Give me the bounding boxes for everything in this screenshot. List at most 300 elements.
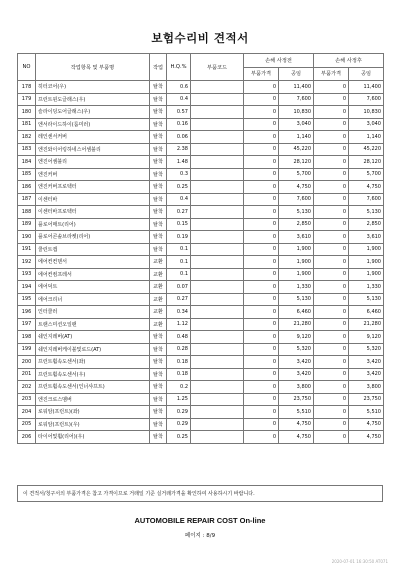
row-after-parts-price: 0 — [314, 356, 349, 369]
row-number: 203 — [18, 393, 36, 406]
row-part-name: 인터쿨러 — [36, 306, 150, 319]
row-part-code — [191, 131, 244, 144]
row-before-parts-price: 0 — [244, 406, 279, 419]
row-before-labor: 3,610 — [279, 231, 314, 244]
table-row — [18, 268, 384, 281]
row-part-code — [191, 93, 244, 106]
row-part-code — [191, 318, 244, 331]
row-work-type: 탈착 — [150, 131, 167, 144]
row-number: 200 — [18, 356, 36, 369]
row-after-labor: 3,800 — [349, 381, 384, 394]
row-work-type: 탈착 — [150, 93, 167, 106]
row-work-type: 탈착 — [150, 193, 167, 206]
row-work-type: 교환 — [150, 281, 167, 294]
row-after-parts-price: 0 — [314, 293, 349, 306]
row-before-parts-price: 0 — [244, 431, 279, 444]
row-work-type: 탈착 — [150, 431, 167, 444]
row-after-parts-price: 0 — [314, 381, 349, 394]
row-work-type: 탈착 — [150, 206, 167, 219]
row-after-parts-price: 0 — [314, 193, 349, 206]
row-before-parts-price: 0 — [244, 181, 279, 194]
row-part-code — [191, 106, 244, 119]
row-part-code — [191, 293, 244, 306]
table-row — [18, 256, 384, 269]
row-after-labor: 45,220 — [349, 143, 384, 156]
row-part-code — [191, 356, 244, 369]
row-part-name: 트랜스미션오일팬 — [36, 318, 150, 331]
row-work-type: 탈착 — [150, 106, 167, 119]
row-after-labor: 21,280 — [349, 318, 384, 331]
estimate-table — [17, 53, 384, 444]
row-before-labor: 2,850 — [279, 218, 314, 231]
row-after-labor: 3,040 — [349, 118, 384, 131]
table-row — [18, 193, 384, 206]
row-before-labor: 5,320 — [279, 343, 314, 356]
row-after-labor: 1,140 — [349, 131, 384, 144]
row-hq: 0.29 — [167, 406, 191, 419]
table-row — [18, 206, 384, 219]
row-after-labor: 9,120 — [349, 331, 384, 344]
row-part-name: 플로어매트(리어) — [36, 218, 150, 231]
row-part-name: 플로어콘솔브라켓(리어) — [36, 231, 150, 244]
row-work-type: 탈착 — [150, 343, 167, 356]
row-hq: 0.1 — [167, 268, 191, 281]
row-part-code — [191, 343, 244, 356]
row-work-type: 탈착 — [150, 356, 167, 369]
row-after-parts-price: 0 — [314, 106, 349, 119]
row-after-labor: 1,900 — [349, 256, 384, 269]
row-number: 178 — [18, 81, 36, 94]
row-before-labor: 1,900 — [279, 243, 314, 256]
table-row — [18, 406, 384, 419]
row-before-labor: 5,510 — [279, 406, 314, 419]
row-before-labor: 3,420 — [279, 356, 314, 369]
row-before-labor: 1,330 — [279, 281, 314, 294]
row-before-labor: 28,120 — [279, 156, 314, 169]
row-after-labor: 5,130 — [349, 293, 384, 306]
row-before-parts-price: 0 — [244, 231, 279, 244]
table-row — [18, 118, 384, 131]
row-part-name: 이센터바 — [36, 193, 150, 206]
row-before-parts-price: 0 — [244, 193, 279, 206]
row-before-parts-price: 0 — [244, 156, 279, 169]
row-hq: 0.4 — [167, 93, 191, 106]
row-part-name: 로워암(프런트)(좌) — [36, 406, 150, 419]
row-after-labor: 4,750 — [349, 431, 384, 444]
row-number: 191 — [18, 243, 36, 256]
row-after-parts-price: 0 — [314, 431, 349, 444]
row-part-name: 엔진어셈블리 — [36, 156, 150, 169]
table-row — [18, 81, 384, 94]
row-after-parts-price: 0 — [314, 118, 349, 131]
table-header — [18, 54, 384, 81]
row-number: 192 — [18, 256, 36, 269]
row-number: 198 — [18, 331, 36, 344]
row-work-type: 탈착 — [150, 331, 167, 344]
table-row — [18, 243, 384, 256]
row-part-code — [191, 418, 244, 431]
row-before-labor: 3,040 — [279, 118, 314, 131]
row-part-code — [191, 231, 244, 244]
table-row — [18, 106, 384, 119]
row-hq: 0.1 — [167, 256, 191, 269]
row-after-parts-price: 0 — [314, 393, 349, 406]
row-before-parts-price: 0 — [244, 318, 279, 331]
row-after-parts-price: 0 — [314, 306, 349, 319]
row-after-labor: 6,460 — [349, 306, 384, 319]
table-row — [18, 218, 384, 231]
row-after-parts-price: 0 — [314, 156, 349, 169]
row-part-code — [191, 143, 244, 156]
row-part-code — [191, 381, 244, 394]
row-hq: 0.25 — [167, 181, 191, 194]
row-after-labor: 4,750 — [349, 181, 384, 194]
row-after-parts-price: 0 — [314, 368, 349, 381]
row-after-labor: 3,610 — [349, 231, 384, 244]
row-before-labor: 1,140 — [279, 131, 314, 144]
row-part-code — [191, 256, 244, 269]
row-after-parts-price: 0 — [314, 81, 349, 94]
row-number: 185 — [18, 168, 36, 181]
row-after-labor: 10,830 — [349, 106, 384, 119]
row-hq: 0.4 — [167, 193, 191, 206]
row-number: 183 — [18, 143, 36, 156]
table-row — [18, 431, 384, 444]
row-after-parts-price: 0 — [314, 243, 349, 256]
row-before-parts-price: 0 — [244, 381, 279, 394]
row-hq: 0.27 — [167, 293, 191, 306]
row-before-parts-price: 0 — [244, 331, 279, 344]
row-before-parts-price: 0 — [244, 106, 279, 119]
price-disclaimer: 이 견적서/청구서의 부품가격은 참고 가격이므로 거래일 기준 실거래가격을 확인하여 사용하시기 바랍니다. — [17, 485, 383, 502]
row-number: 195 — [18, 293, 36, 306]
row-part-name: 엔진와이어링하네스어셈블리 — [36, 143, 150, 156]
row-after-labor: 7,600 — [349, 93, 384, 106]
row-number: 199 — [18, 343, 36, 356]
row-hq: 0.29 — [167, 418, 191, 431]
row-number: 189 — [18, 218, 36, 231]
row-hq: 0.27 — [167, 206, 191, 219]
row-hq: 1.12 — [167, 318, 191, 331]
row-number: 187 — [18, 193, 36, 206]
row-part-name: 쉐인지레버케이블및로드(AT) — [36, 343, 150, 356]
row-before-parts-price: 0 — [244, 256, 279, 269]
table-row — [18, 418, 384, 431]
row-after-labor: 3,420 — [349, 368, 384, 381]
row-part-code — [191, 206, 244, 219]
row-part-name: 쿨런트캡 — [36, 243, 150, 256]
row-part-name: 엔서라이드하이(룸미러) — [36, 118, 150, 131]
row-before-parts-price: 0 — [244, 206, 279, 219]
row-before-labor: 1,900 — [279, 256, 314, 269]
row-after-parts-price: 0 — [314, 268, 349, 281]
row-before-parts-price: 0 — [244, 243, 279, 256]
row-number: 188 — [18, 206, 36, 219]
row-before-parts-price: 0 — [244, 268, 279, 281]
row-hq: 0.25 — [167, 431, 191, 444]
row-before-labor: 9,120 — [279, 331, 314, 344]
row-after-labor: 1,330 — [349, 281, 384, 294]
row-before-labor: 4,750 — [279, 431, 314, 444]
row-part-code — [191, 243, 244, 256]
row-part-name: 타이어및휠(리어)(우) — [36, 431, 150, 444]
row-after-parts-price: 0 — [314, 143, 349, 156]
table-row — [18, 306, 384, 319]
row-before-labor: 23,750 — [279, 393, 314, 406]
row-work-type: 탈착 — [150, 181, 167, 194]
row-number: 205 — [18, 418, 36, 431]
row-after-parts-price: 0 — [314, 256, 349, 269]
row-work-type: 교환 — [150, 306, 167, 319]
row-hq: 0.6 — [167, 81, 191, 94]
row-before-labor: 7,600 — [279, 93, 314, 106]
row-part-name: 에어크리너 — [36, 293, 150, 306]
row-before-parts-price: 0 — [244, 393, 279, 406]
row-before-labor: 21,280 — [279, 318, 314, 331]
row-work-type: 탈착 — [150, 143, 167, 156]
row-before-labor: 5,130 — [279, 293, 314, 306]
row-before-labor: 11,400 — [279, 81, 314, 94]
row-after-parts-price: 0 — [314, 331, 349, 344]
header-before-parts-price: 부품가격 — [244, 67, 279, 81]
table-row — [18, 356, 384, 369]
row-work-type: 탈착 — [150, 118, 167, 131]
row-after-parts-price: 0 — [314, 318, 349, 331]
row-before-parts-price: 0 — [244, 343, 279, 356]
row-work-type: 탈착 — [150, 218, 167, 231]
table-row — [18, 318, 384, 331]
row-hq: 0.18 — [167, 368, 191, 381]
row-before-parts-price: 0 — [244, 93, 279, 106]
row-after-labor: 5,700 — [349, 168, 384, 181]
row-before-labor: 3,420 — [279, 368, 314, 381]
row-work-type: 교환 — [150, 256, 167, 269]
row-work-type: 교환 — [150, 318, 167, 331]
row-after-labor: 5,130 — [349, 206, 384, 219]
table-row — [18, 231, 384, 244]
row-number: 186 — [18, 181, 36, 194]
row-after-labor: 4,750 — [349, 418, 384, 431]
row-hq: 1.48 — [167, 156, 191, 169]
header-before-labor: 공임 — [279, 67, 314, 81]
page-number: 페이지 : 8/9 — [184, 533, 216, 539]
row-part-name: 쉐인지레버(AT) — [36, 331, 150, 344]
row-before-parts-price: 0 — [244, 293, 279, 306]
row-hq: 0.16 — [167, 118, 191, 131]
row-hq: 0.15 — [167, 218, 191, 231]
row-work-type: 탈착 — [150, 393, 167, 406]
table-row — [18, 93, 384, 106]
row-after-labor: 11,400 — [349, 81, 384, 94]
table-row — [18, 143, 384, 156]
row-after-parts-price: 0 — [314, 231, 349, 244]
row-part-name: 에어컨컴프레서 — [36, 268, 150, 281]
row-work-type: 교환 — [150, 293, 167, 306]
row-number: 190 — [18, 231, 36, 244]
row-before-labor: 5,130 — [279, 206, 314, 219]
row-number: 193 — [18, 268, 36, 281]
row-hq: 0.2 — [167, 381, 191, 394]
row-after-labor: 28,120 — [349, 156, 384, 169]
row-part-code — [191, 368, 244, 381]
row-part-name: 레인센서커버 — [36, 131, 150, 144]
header-before-adjustment: 손해 사정전 — [244, 54, 314, 68]
row-before-labor: 1,900 — [279, 268, 314, 281]
row-hq: 0.07 — [167, 281, 191, 294]
row-number: 180 — [18, 106, 36, 119]
row-part-code — [191, 393, 244, 406]
row-after-parts-price: 0 — [314, 418, 349, 431]
header-part-code: 부품코드 — [191, 54, 244, 81]
row-hq: 0.48 — [167, 331, 191, 344]
table-body — [18, 81, 384, 444]
table-row — [18, 368, 384, 381]
row-number: 182 — [18, 131, 36, 144]
row-work-type: 탈착 — [150, 81, 167, 94]
table-row — [18, 343, 384, 356]
row-part-name: 슬라이딩도어글래스(우) — [36, 106, 150, 119]
row-work-type: 탈착 — [150, 368, 167, 381]
row-before-labor: 4,750 — [279, 181, 314, 194]
row-number: 206 — [18, 431, 36, 444]
header-part-name: 작업항목 및 부품명 — [36, 54, 150, 81]
row-before-parts-price: 0 — [244, 218, 279, 231]
table-row — [18, 156, 384, 169]
row-part-name: 에어덕트 — [36, 281, 150, 294]
table-row — [18, 293, 384, 306]
row-work-type: 탈착 — [150, 418, 167, 431]
row-after-labor: 1,900 — [349, 268, 384, 281]
row-before-parts-price: 0 — [244, 418, 279, 431]
row-part-code — [191, 118, 244, 131]
row-after-labor: 3,420 — [349, 356, 384, 369]
row-number: 196 — [18, 306, 36, 319]
row-before-labor: 3,800 — [279, 381, 314, 394]
row-hq: 0.57 — [167, 106, 191, 119]
row-before-labor: 45,220 — [279, 143, 314, 156]
row-hq: 2.38 — [167, 143, 191, 156]
row-number: 179 — [18, 93, 36, 106]
row-hq: 0.34 — [167, 306, 191, 319]
row-part-name: 프런트휠속도센서(좌) — [36, 356, 150, 369]
row-part-name: 프런트휠속도센서(인너샤프트) — [36, 381, 150, 394]
row-number: 197 — [18, 318, 36, 331]
row-hq: 0.06 — [167, 131, 191, 144]
row-before-labor: 10,830 — [279, 106, 314, 119]
row-part-name: 로워암(프런트)(우) — [36, 418, 150, 431]
row-after-parts-price: 0 — [314, 281, 349, 294]
row-before-parts-price: 0 — [244, 168, 279, 181]
print-stamp: 2020-07-01 16:30:50 AT071 — [331, 559, 388, 564]
row-work-type: 탈착 — [150, 231, 167, 244]
row-after-parts-price: 0 — [314, 131, 349, 144]
row-number: 181 — [18, 118, 36, 131]
row-after-parts-price: 0 — [314, 181, 349, 194]
row-number: 194 — [18, 281, 36, 294]
row-work-type: 탈착 — [150, 406, 167, 419]
row-part-code — [191, 168, 244, 181]
row-number: 184 — [18, 156, 36, 169]
row-after-labor: 7,600 — [349, 193, 384, 206]
row-after-labor: 5,510 — [349, 406, 384, 419]
row-part-code — [191, 81, 244, 94]
row-part-name: 이센터바프로텍터 — [36, 206, 150, 219]
table-row — [18, 381, 384, 394]
row-after-parts-price: 0 — [314, 206, 349, 219]
document-title: 보험수리비 견적서 — [151, 31, 249, 45]
row-part-code — [191, 281, 244, 294]
header-hq: H.Q.% — [167, 54, 191, 81]
row-number: 201 — [18, 368, 36, 381]
row-work-type: 탈착 — [150, 243, 167, 256]
row-part-name: 프런트휠속도센서(우) — [36, 368, 150, 381]
row-number: 202 — [18, 381, 36, 394]
row-part-name: 엔진커버프로텍터 — [36, 181, 150, 194]
footer-brand: AUTOMOBILE REPAIR COST On-line — [134, 516, 266, 525]
row-number: 204 — [18, 406, 36, 419]
row-hq: 0.1 — [167, 243, 191, 256]
row-part-name: 엔진커버 — [36, 168, 150, 181]
row-before-parts-price: 0 — [244, 143, 279, 156]
table-row — [18, 393, 384, 406]
row-part-code — [191, 331, 244, 344]
row-part-code — [191, 218, 244, 231]
table-row — [18, 131, 384, 144]
table-row — [18, 168, 384, 181]
row-part-code — [191, 431, 244, 444]
row-part-code — [191, 268, 244, 281]
row-after-parts-price: 0 — [314, 218, 349, 231]
row-work-type: 탈착 — [150, 168, 167, 181]
header-after-adjustment: 손해 사정후 — [314, 54, 384, 68]
table-row — [18, 181, 384, 194]
row-after-parts-price: 0 — [314, 168, 349, 181]
table-row — [18, 331, 384, 344]
header-no: NO — [18, 54, 36, 81]
row-after-labor: 2,850 — [349, 218, 384, 231]
row-hq: 1.25 — [167, 393, 191, 406]
row-part-code — [191, 306, 244, 319]
row-hq: 0.28 — [167, 343, 191, 356]
header-after-labor: 공임 — [349, 67, 384, 81]
row-before-parts-price: 0 — [244, 368, 279, 381]
row-work-type: 탈착 — [150, 381, 167, 394]
row-before-parts-price: 0 — [244, 131, 279, 144]
row-after-labor: 23,750 — [349, 393, 384, 406]
header-work: 작업 — [150, 54, 167, 81]
table-row — [18, 281, 384, 294]
row-part-name: 프런트윈도글래스(우) — [36, 93, 150, 106]
row-after-parts-price: 0 — [314, 406, 349, 419]
row-after-labor: 5,320 — [349, 343, 384, 356]
row-before-parts-price: 0 — [244, 306, 279, 319]
row-before-parts-price: 0 — [244, 356, 279, 369]
row-part-name: 히터코어(우) — [36, 81, 150, 94]
row-hq: 0.19 — [167, 231, 191, 244]
row-after-labor: 1,900 — [349, 243, 384, 256]
row-before-labor: 6,460 — [279, 306, 314, 319]
header-after-parts-price: 부품가격 — [314, 67, 349, 81]
row-work-type: 탈착 — [150, 156, 167, 169]
row-part-name: 엔진크로스멤버 — [36, 393, 150, 406]
row-before-labor: 4,750 — [279, 418, 314, 431]
row-before-labor: 7,600 — [279, 193, 314, 206]
row-hq: 0.18 — [167, 356, 191, 369]
row-part-code — [191, 181, 244, 194]
row-work-type: 교환 — [150, 268, 167, 281]
row-before-parts-price: 0 — [244, 81, 279, 94]
row-after-parts-price: 0 — [314, 93, 349, 106]
